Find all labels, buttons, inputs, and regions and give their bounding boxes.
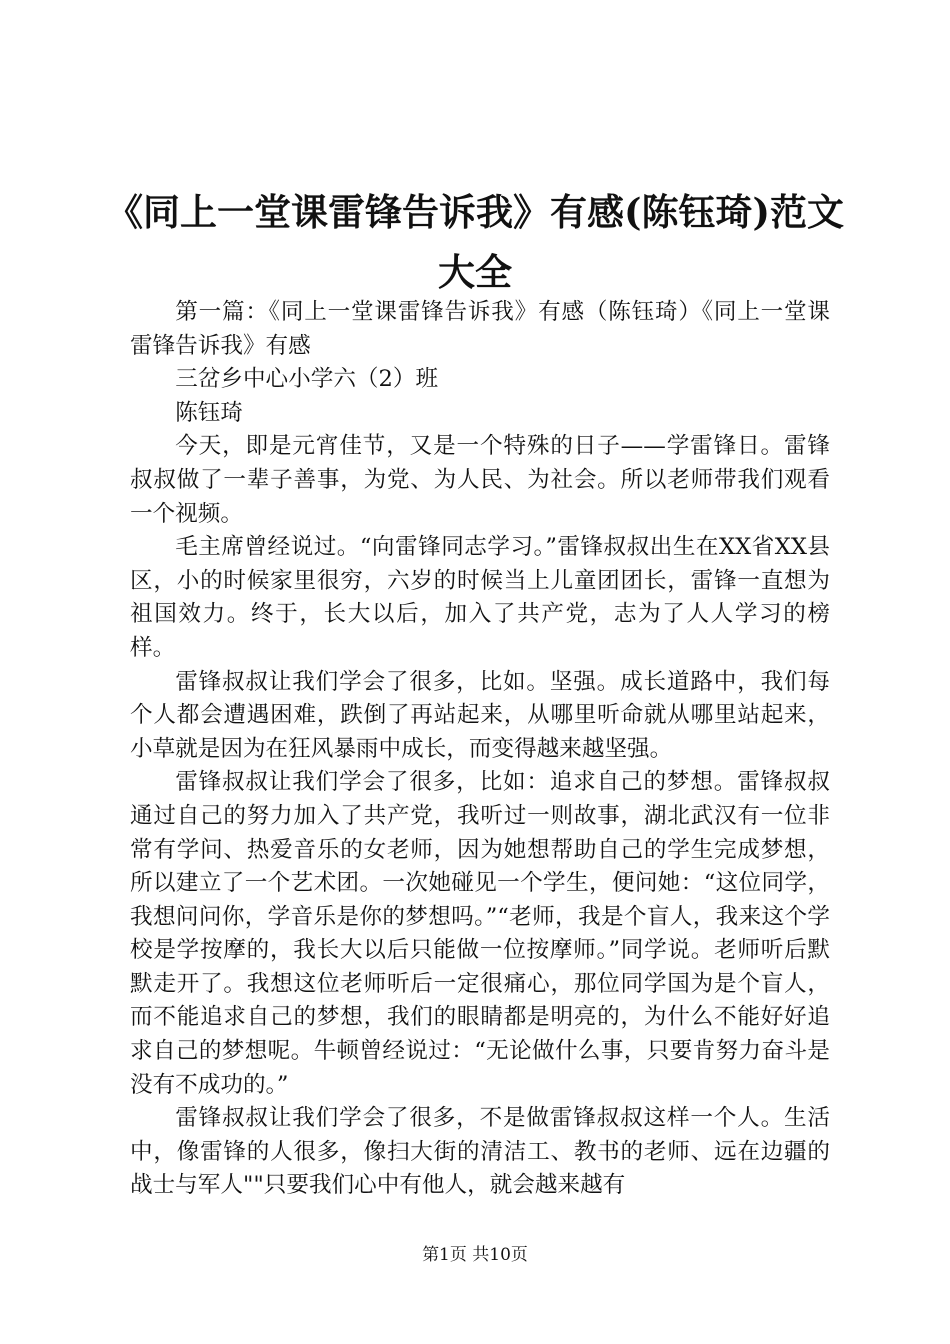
paragraph: 今天，即是元宵佳节，又是一个特殊的日子——学雷锋日。雷锋叔叔做了一辈子善事，为党、为人民、为社会。所以老师带我们观看一个视频。 [130,433,830,527]
paragraph-author: 陈钰琦 [175,399,243,426]
document-body [130,296,830,1203]
paragraph-school: 三岔乡中心小学六（2）班 [175,366,439,393]
paragraph: 雷锋叔叔让我们学会了很多，比如。坚强。成长道路中，我们每个人都会遭遇困难，跌倒了再站起来，从哪里听命就从哪里站起来，小草就是因为在狂风暴雨中成长，而变得越来越坚强。 [130,668,830,762]
page-footer: 第1页 共10页 [422,1245,528,1265]
paragraph-heading: 第一篇：《同上一堂课雷锋告诉我》有感（陈钰琦）《同上一堂课雷锋告诉我》有感 [130,299,830,359]
paragraph: 雷锋叔叔让我们学会了很多，不是做雷锋叔叔这样一个人。生活中，像雷锋的人很多，像扫大街的清洁工、教书的老师、远在边疆的战士与军人""只要我们心中有他人，就会越来越有 [130,1105,830,1199]
document-title: 《同上一堂课雷锋告诉我》有感(陈钰琦)范文大全 [105,190,844,294]
paragraph: 毛主席曾经说过。“向雷锋同志学习。”雷锋叔叔出生在XX省XX县区，小的时候家里很穷，六岁的时候当上儿童团团长，雷锋一直想为祖国效力。终于，长大以后，加入了共产党，志为了人人学习的榜样。 [130,534,830,661]
paragraph: 雷锋叔叔让我们学会了很多，比如：追求自己的梦想。雷锋叔叔通过自己的努力加入了共产党，我听过一则故事，湖北武汉有一位非常有学问、热爱音乐的女老师，因为她想帮助自己的学生完成梦想，所以建立了一个艺术团。一次她碰见一个学生，便问她：“这位同学，我想问问你，学音乐是你的梦想吗。”“老师，我是个盲人，我来这个学校是学按摩的，我长大以后只能做一位按摩师。”同学说。老师听后默默走开了。我想这位老师听后一定很痛心，那位同学国为是个盲人，而不能追求自己的梦想，我们的眼睛都是明亮的，为什么不能好好追求自己的梦想呢。牛顿曾经说过：“无论做什么事，只要肯努力奋斗是没有不成功的。” [130,769,830,1098]
